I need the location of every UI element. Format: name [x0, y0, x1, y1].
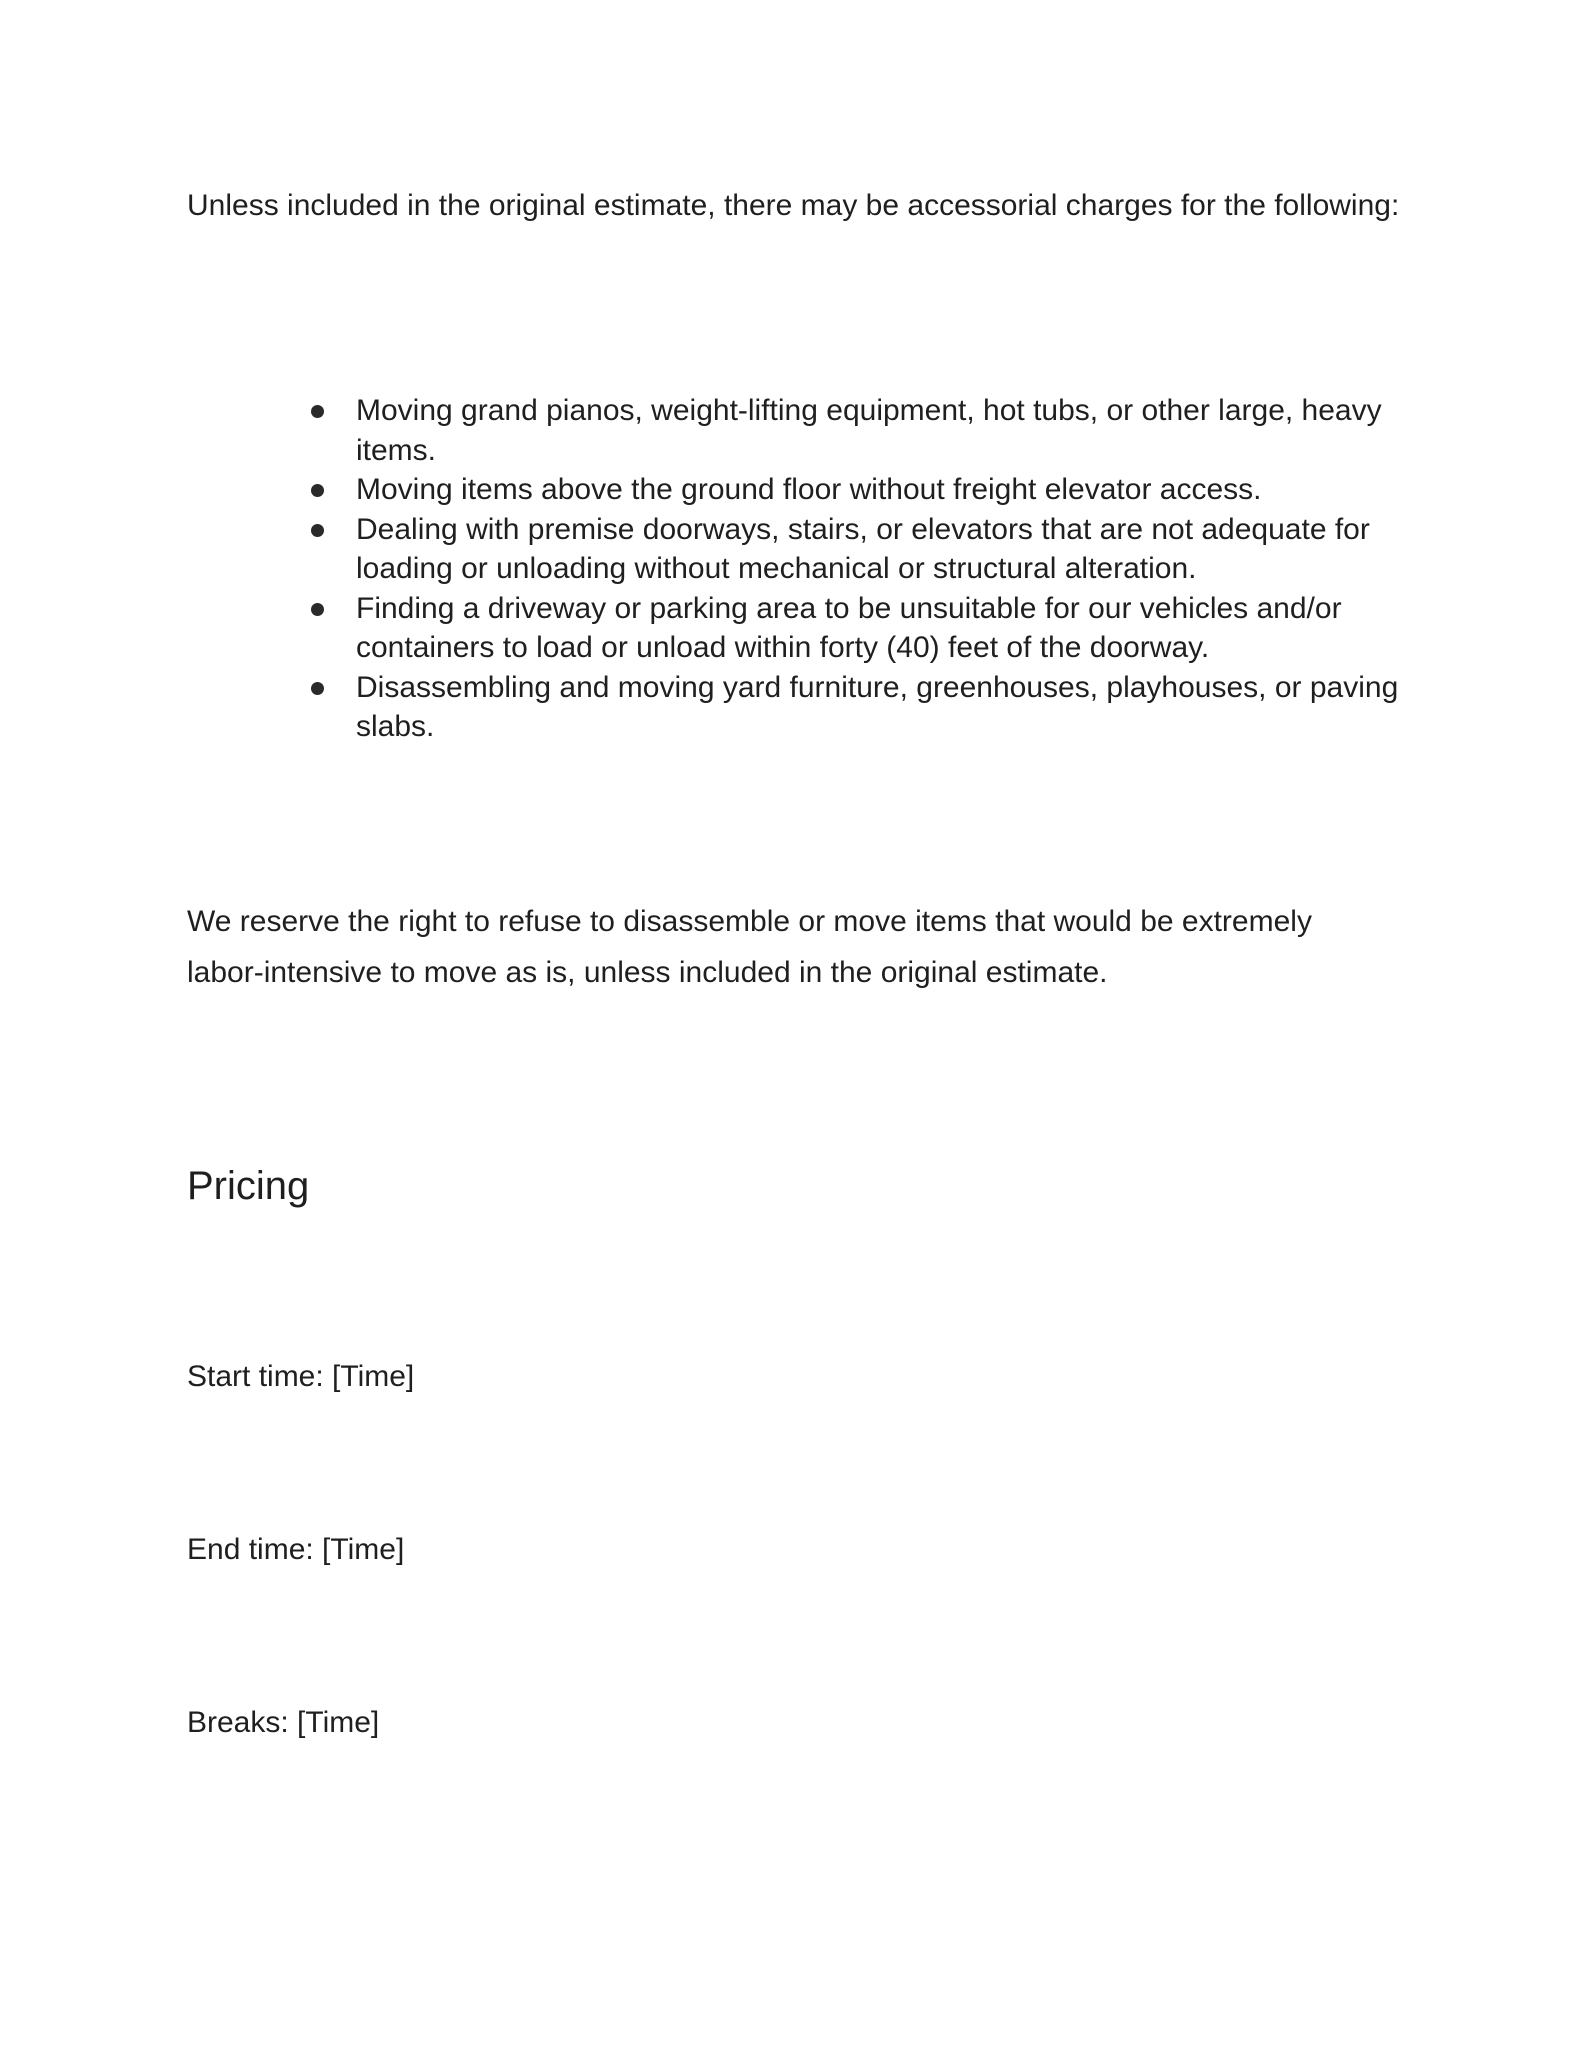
list-item: [300, 391, 1400, 470]
list-item-line: Disassembling and moving yard furniture, greenhouses, playhouses, or paving: [356, 670, 1399, 704]
list-item-line: items.: [356, 433, 437, 467]
bullet-icon: [311, 682, 324, 695]
list-item-line: loading or unloading without mechanical or structural alteration.: [356, 552, 1197, 585]
list-item: [300, 589, 1400, 668]
list-item-line: Dealing with premise doorways, stairs, or elevators that are not adequate for: [356, 512, 1370, 546]
paragraph-line: labor-intensive to move as is, unless included in the original estimate.: [187, 956, 1108, 989]
list-item-line: slabs.: [356, 710, 435, 743]
list-item-line: Moving grand pianos, weight-lifting equipment, hot tubs, or other large, heavy: [356, 394, 1382, 427]
start-time-field: Start time: [Time]: [187, 1360, 415, 1393]
bullet-icon: [311, 405, 324, 418]
bullet-icon: [311, 524, 324, 537]
list-item: [300, 668, 1400, 747]
list-item: [300, 470, 1400, 510]
intro-paragraph: Unless included in the original estimate, there may be accessorial charges for the following:: [187, 189, 1400, 222]
breaks-field: Breaks: [Time]: [187, 1706, 380, 1739]
bullet-icon: [311, 603, 324, 616]
pricing-heading: Pricing: [187, 1164, 310, 1208]
list-item: [300, 510, 1400, 589]
bullet-icon: [311, 484, 324, 497]
end-time-field: End time: [Time]: [187, 1533, 405, 1566]
accessorial-charges-list: [300, 391, 1400, 747]
list-item-line: Moving items above the ground floor without freight elevator access.: [356, 473, 1262, 506]
list-item-line: Finding a driveway or parking area to be unsuitable for our vehicles and/or: [356, 591, 1342, 625]
reserve-right-paragraph: [187, 896, 1387, 998]
paragraph-line: We reserve the right to refuse to disassemble or move items that would be extremely: [187, 905, 1312, 938]
list-item-line: containers to load or unload within forty (40) feet of the doorway.: [356, 631, 1210, 664]
